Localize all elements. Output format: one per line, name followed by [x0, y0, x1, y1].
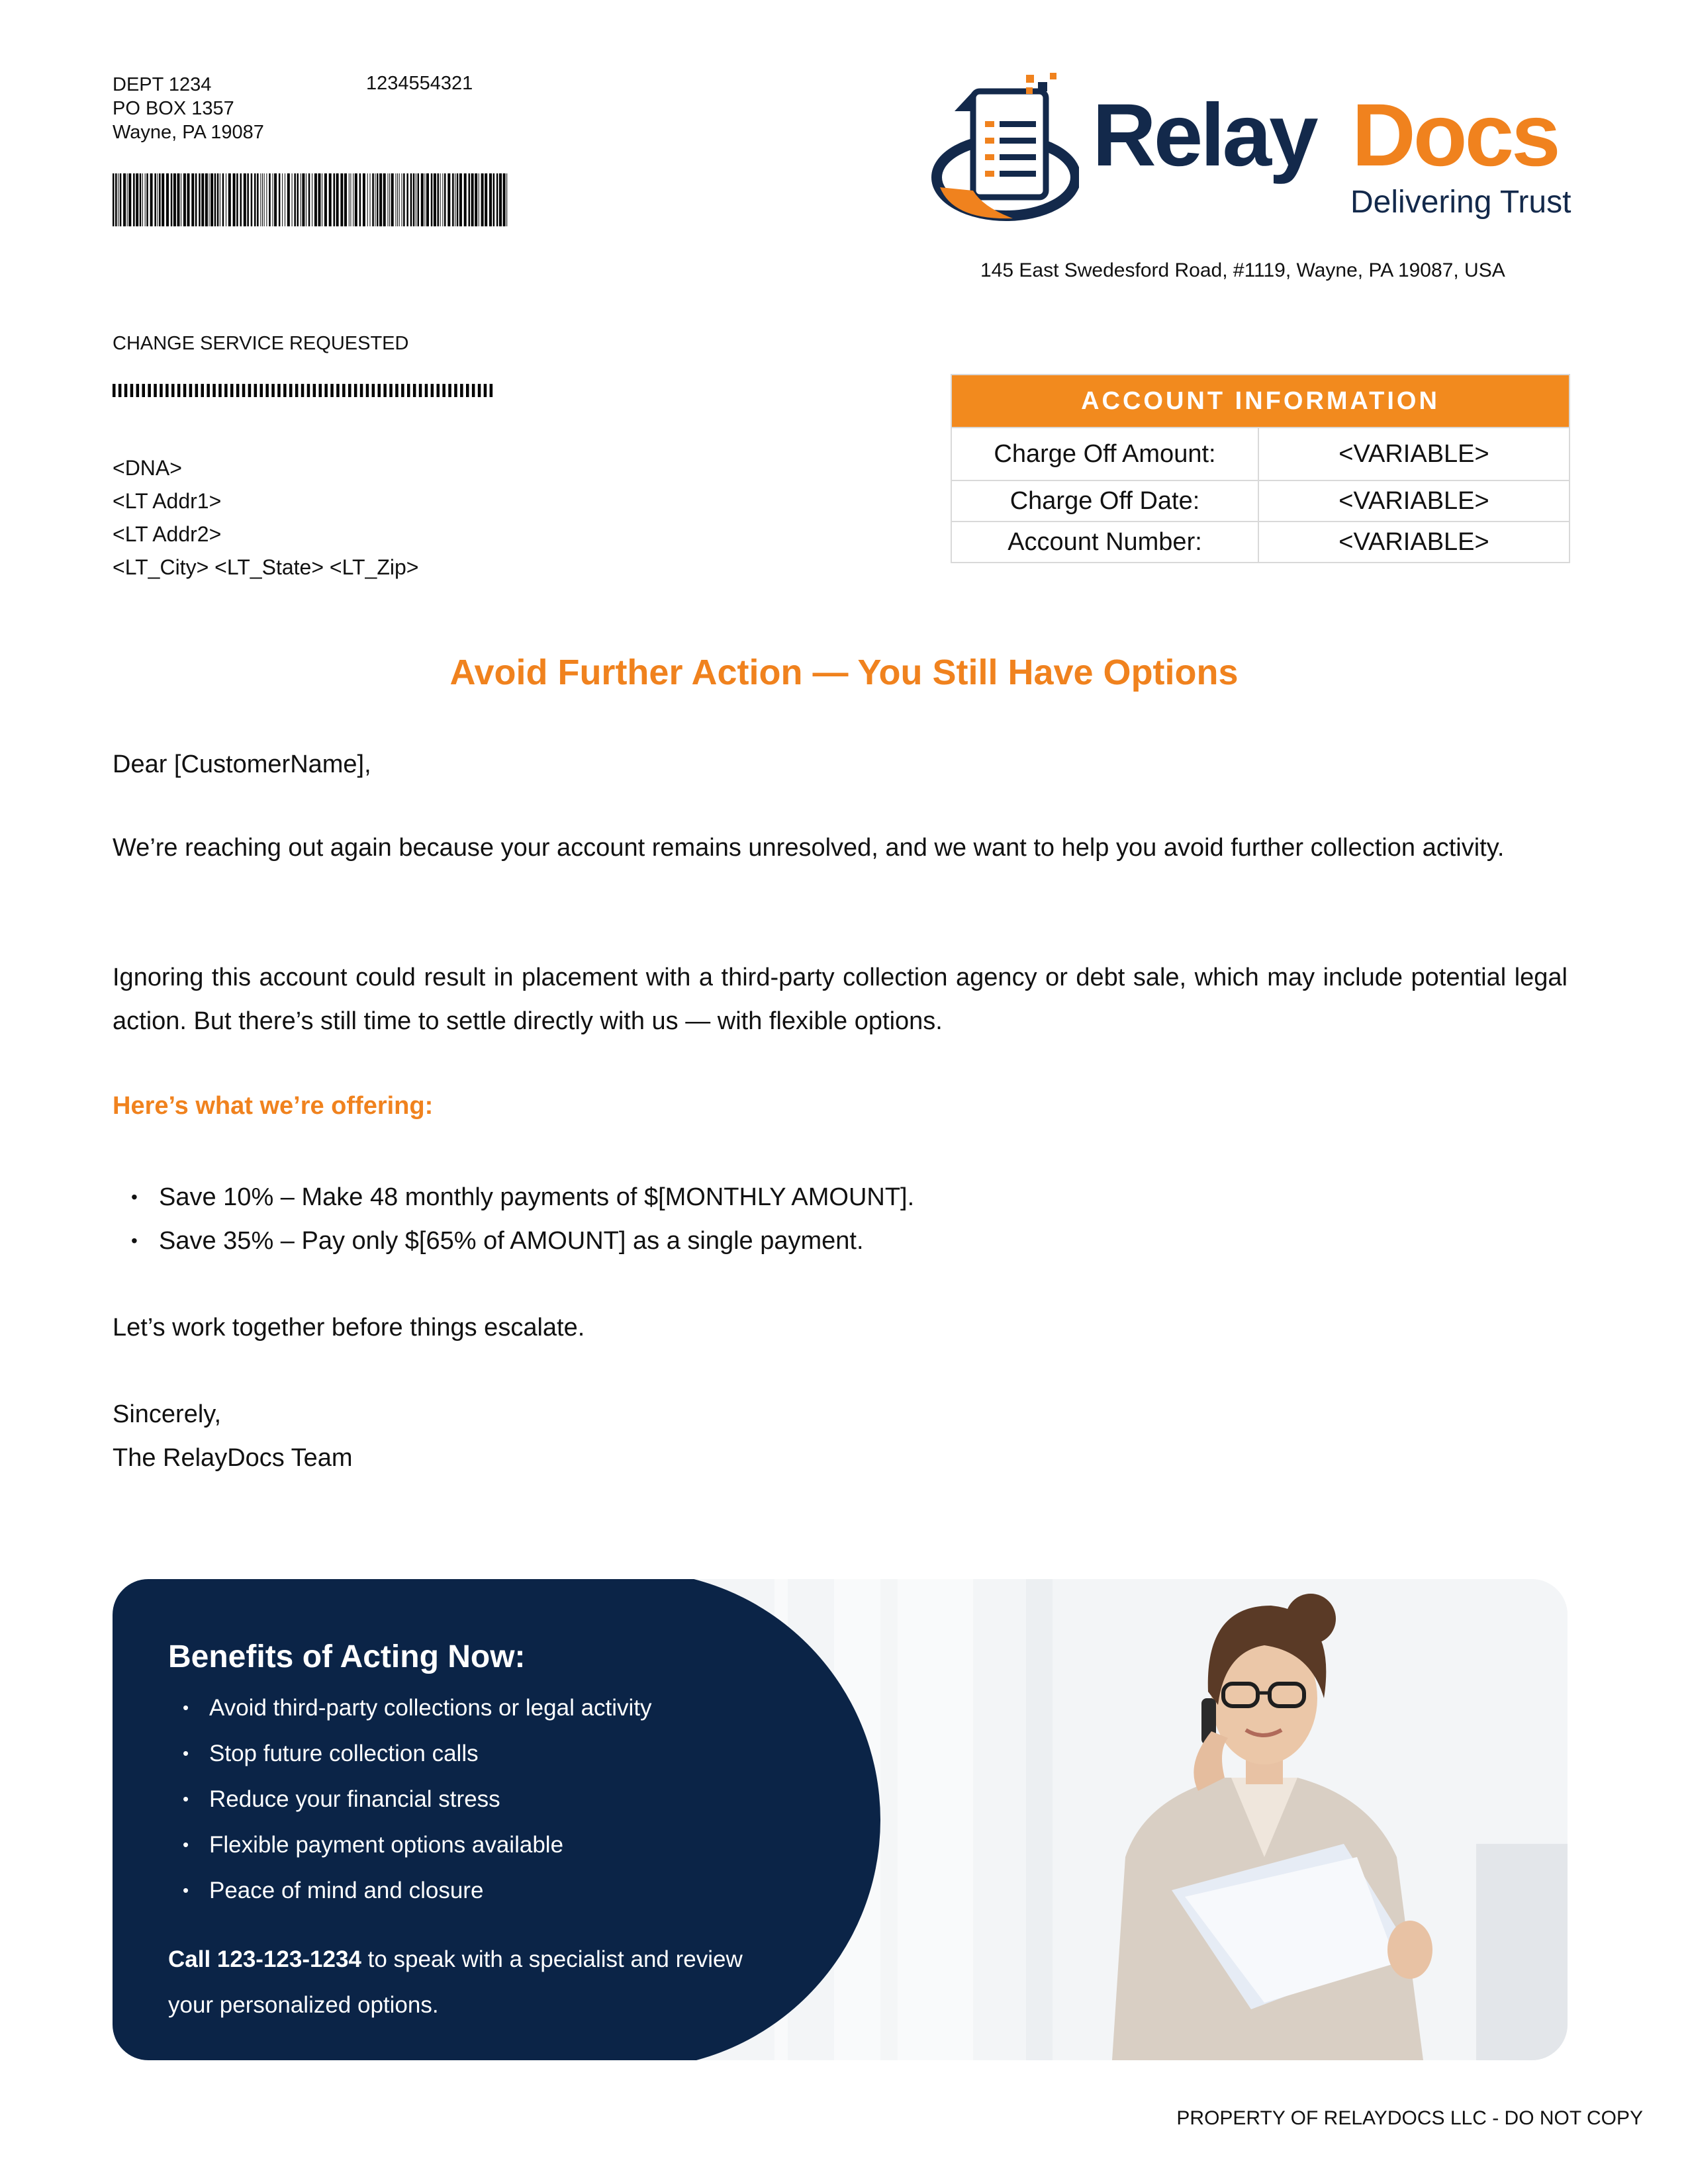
return-address-line: DEPT 1234 [113, 74, 212, 95]
paragraph-2: Ignoring this account could result in placement with a third-party collection agency or debt sale, which may include potential legal action. But there’s still time to settle directly with us — with flexible options. [113, 964, 1568, 1035]
call-description: to speak with a specialist and review your personalized options. [168, 1946, 743, 2018]
account-row-label: Account Number: [952, 522, 1259, 562]
paragraph-1: We’re reaching out again because your account remains unresolved, and we want to help you avoid further collection activity. [113, 834, 1505, 862]
benefits-banner [113, 1579, 1568, 2060]
company-address: 145 East Swedesford Road, #1119, Wayne, PA 19087, USA [980, 259, 1505, 281]
return-address-code: 1234554321 [366, 73, 473, 94]
return-address-line: Wayne, PA 19087 [113, 122, 264, 143]
account-information-table [951, 374, 1570, 563]
recipient-line: <LT Addr2> [113, 522, 222, 546]
return-address-line: PO BOX 1357 [113, 98, 234, 119]
logo-tagline: Delivering Trust [1350, 185, 1571, 220]
salutation: Dear [CustomerName], [113, 751, 371, 778]
recipient-line: <DNA> [113, 456, 182, 480]
account-row [952, 427, 1569, 480]
benefits-list [168, 1685, 652, 1913]
recipient-line: <LT Addr1> [113, 489, 222, 513]
barcode [113, 173, 510, 226]
postal-barcode [113, 372, 498, 409]
account-information-title: ACCOUNT INFORMATION [952, 375, 1569, 427]
account-row-label: Charge Off Date: [952, 481, 1259, 521]
logo-wordmark-relay: Relay [1092, 86, 1316, 185]
change-service-requested: CHANGE SERVICE REQUESTED [113, 333, 409, 354]
letter-headline: Avoid Further Action — You Still Have Options [449, 653, 1239, 692]
benefit-item: • Avoid third-party collections or legal activity [168, 1685, 652, 1731]
return-address [113, 73, 264, 144]
relaydocs-logo-icon [927, 71, 1079, 230]
footer-notice: PROPERTY OF RELAYDOCS LLC - DO NOT COPY [1176, 2107, 1643, 2129]
account-row-value: <VARIABLE> [1338, 440, 1489, 468]
offer-list [113, 1175, 914, 1263]
offer-item: • Save 35% – Pay only $[65% of AMOUNT] as a single payment. [113, 1219, 914, 1263]
benefit-item: • Reduce your financial stress [168, 1776, 652, 1822]
signoff: Sincerely, [113, 1400, 222, 1428]
account-row-value: <VARIABLE> [1338, 528, 1489, 556]
account-row [952, 480, 1569, 521]
logo-wordmark-docs: Docs [1352, 86, 1558, 185]
recipient-address [113, 451, 418, 584]
account-row [952, 521, 1569, 562]
closing-line: Let’s work together before things escalate. [113, 1314, 585, 1342]
benefit-item: • Stop future collection calls [168, 1731, 652, 1776]
benefits-title: Benefits of Acting Now: [168, 1639, 526, 1674]
offer-heading: Here’s what we’re offering: [113, 1092, 434, 1120]
benefit-item: • Flexible payment options available [168, 1822, 652, 1868]
benefit-item: • Peace of mind and closure [168, 1868, 652, 1913]
offer-item: • Save 10% – Make 48 monthly payments of $[MONTHLY AMOUNT]. [113, 1175, 914, 1219]
recipient-line: <LT_City> <LT_State> <LT_Zip> [113, 555, 419, 579]
account-row-label: Charge Off Amount: [952, 428, 1259, 480]
account-row-value: <VARIABLE> [1338, 487, 1489, 515]
call-phone-number[interactable]: Call 123-123-1234 [168, 1946, 361, 1972]
signature: The RelayDocs Team [113, 1444, 353, 1472]
call-to-action [168, 1936, 764, 2028]
